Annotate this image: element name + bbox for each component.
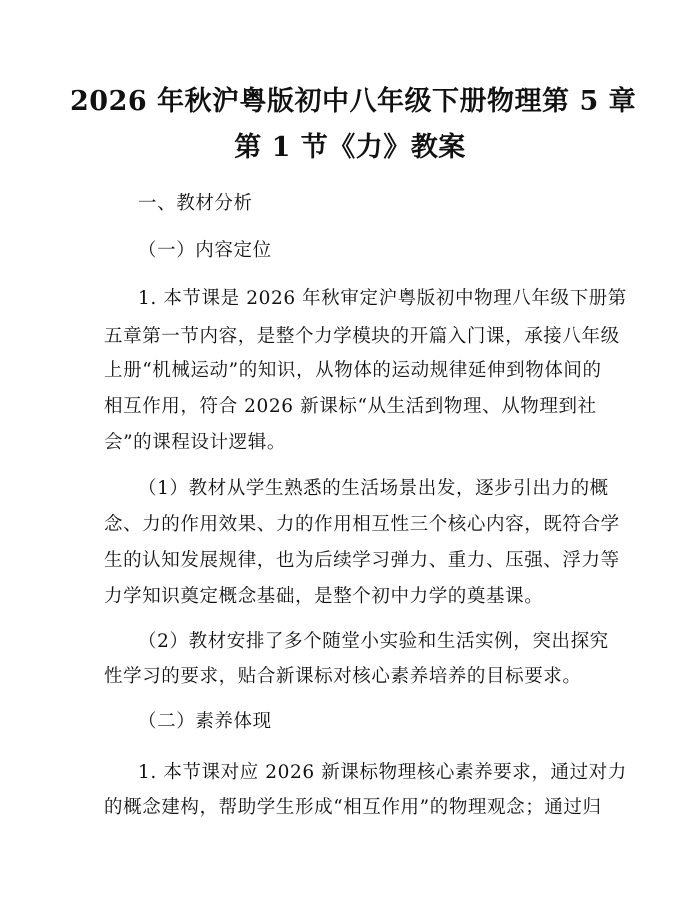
document-title-line-2: 第 1 节《力》教案 [234,132,466,163]
subsection-heading-literacy: （二）素养体现 [138,711,272,732]
paragraph-line: 念、力的作用效果、力的作用相互性三个核心内容，既符合学 [104,514,620,535]
paragraph-line: 力学知识奠定概念基础，是整个初中力学的奠基课。 [104,586,544,607]
section-heading: 一、教材分析 [138,193,253,214]
paragraph-line: 相互作用，符合 2026 新课标“从生活到物理、从物理到社 [104,396,597,417]
paragraph-line: 上册“机械运动”的知识，从物体的运动规律延伸到物体间的 [104,360,602,381]
paragraph-line: 1. 本节课对应 2026 新课标物理核心素养要求，通过对力 [138,762,627,783]
paragraph-line: 五章第一节内容，是整个力学模块的开篇入门课，承接八年级 [104,326,620,347]
paragraph-line: 会”的课程设计逻辑。 [104,432,286,453]
paragraph-line: （2）教材安排了多个随堂小实验和生活实例，突出探究 [138,631,609,652]
paragraph-line: 1. 本节课是 2026 年秋审定沪粤版初中物理八年级下册第 [138,288,627,309]
paragraph-line: 性学习的要求，贴合新课标对核心素养培养的目标要求。 [104,666,582,687]
paragraph-line: （1）教材从学生熟悉的生活场景出发，逐步引出力的概 [138,478,609,499]
paragraph-line: 的概念建构，帮助学生形成“相互作用”的物理观念；通过归 [104,797,602,818]
paragraph-line: 生的认知发展规律，也为后续学习弹力、重力、压强、浮力等 [104,550,620,571]
subsection-heading-content-positioning: （一）内容定位 [138,240,272,261]
document-title-line-1: 2026 年秋沪粤版初中八年级下册物理第 5 章 [70,86,637,117]
